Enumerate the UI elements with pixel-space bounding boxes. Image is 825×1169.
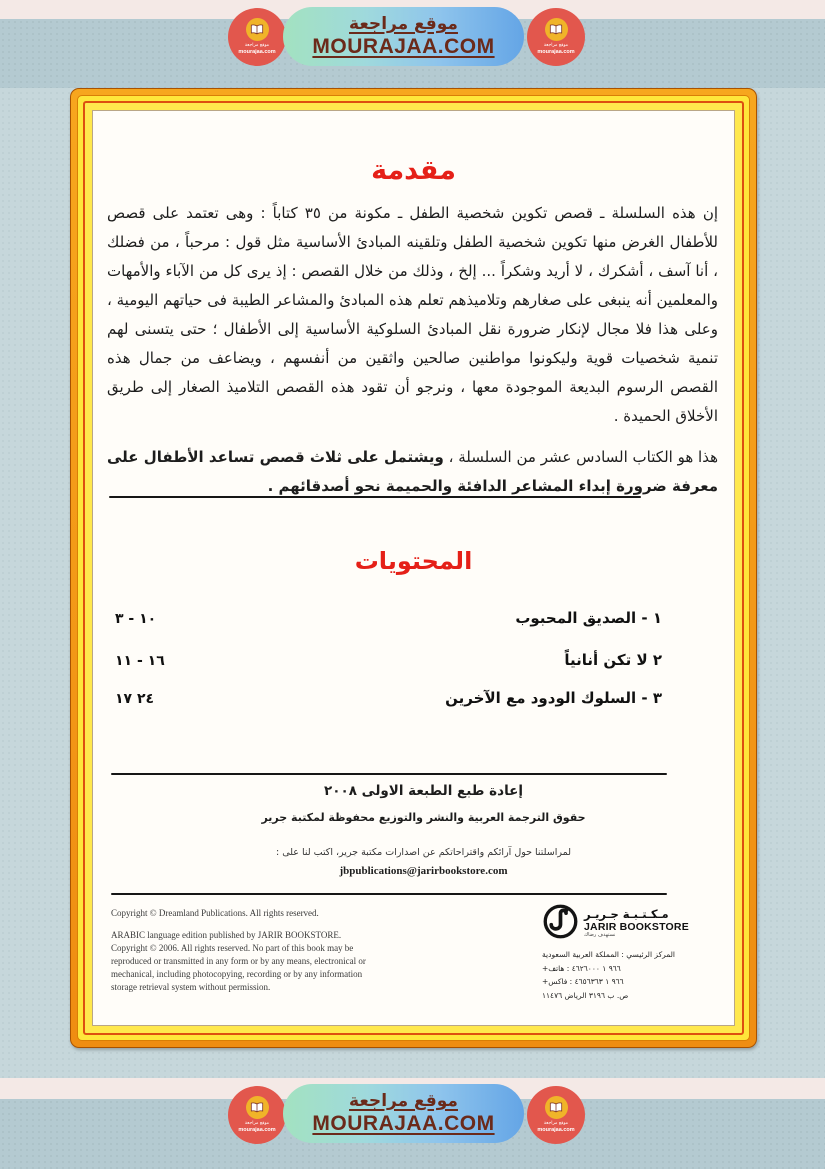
badge-label-ar: موقع مراجعة bbox=[244, 1121, 270, 1126]
jarir-contact-info bbox=[542, 948, 722, 1002]
site-badge-top-left bbox=[228, 8, 286, 66]
intro-paragraph-1: إن هذه السلسلة ـ قصص تكوين شخصية الطفل ـ مكونة من ٣٥ كتاباً : وهى تعتمد على قصص للأطفال الغرض منها تكوين شخصية الطفل وتلقينه المبادئ الأساسية مثل قول : مرحباً ، من فضلك ، أنا آسف ، أشكرك ، لا أريد وشكراً ... إلخ ، وذلك من خلال القصص : إذ يرى كل من الآباء والأمهات والمعلمين أنه ينبغى على صغارهم وتلاميذهم تعلم هذه المبادئ والمشاعر الطيبة فى حياتهم اليومية ، وعلى هذا فلا مجال لإنكار ضرورة نقل المبادئ السلوكية الأساسية إلى الأطفال ؛ حتى يتسنى لهم تنمية شخصيات قوية وليكونوا مواطنين صالحين واثقين من أنفسهم ، ويضاعف من جمال هذه القصص الرسوم البديعة الموجودة معها ، ونرجو أن تقود هذه القصص التلاميذ الصغار إلى طريق الأخلاق الحميدة . bbox=[107, 204, 718, 425]
book-icon bbox=[246, 1096, 269, 1119]
site-badge-top-right bbox=[527, 8, 585, 66]
site-domain-link: MOURAJAA.COM bbox=[312, 35, 495, 59]
badge-label-ar: موقع مراجعة bbox=[244, 43, 270, 48]
toc-row bbox=[115, 689, 662, 707]
badge-label-ar: موقع مراجعة bbox=[543, 43, 569, 48]
intro-paragraph-2: هذا هو الكتاب السادس عشر من السلسلة ، ويشتمل على ثلاث قصص تساعد الأطفال على معرفة ضرورة إبداء المشاعر الدافئة والحميمة نحو أصدقائهم . bbox=[107, 448, 718, 495]
badge-label-ar: موقع مراجعة bbox=[543, 1121, 569, 1126]
toc-row bbox=[115, 609, 662, 627]
toc-pages: ٢٤ ١٧ bbox=[115, 691, 155, 707]
book-icon bbox=[545, 1096, 568, 1119]
site-banner-header[interactable] bbox=[283, 7, 524, 66]
toc-row bbox=[115, 651, 662, 669]
copyright-line: Copyright © Dreamland Publications. All rights reserved. bbox=[111, 908, 319, 918]
badge-label-domain: mourajaa.com bbox=[238, 48, 276, 55]
copyright-block bbox=[111, 907, 373, 1003]
toc-pages: ١٦ - ١١ bbox=[115, 653, 165, 669]
jarir-logo-icon bbox=[542, 903, 579, 944]
frame-yellow-band bbox=[77, 95, 750, 1041]
contents-heading: المحتويات bbox=[354, 547, 473, 575]
site-badge-bottom-right bbox=[527, 1086, 585, 1144]
jarir-pobox: ص. ب ٣١٩٦ الرياض ١١٤٧٦ bbox=[542, 990, 629, 1000]
toc-title: ٢ لا تكن أنانياً bbox=[564, 651, 662, 669]
book-icon bbox=[545, 18, 568, 41]
jarir-fax: +٩٦٦ ١ ٤٦٥٦٣٦٣ : فاكس bbox=[542, 977, 624, 986]
publisher-email: jbpublications@jarirbookstore.com bbox=[339, 865, 508, 877]
site-domain-link: MOURAJAA.COM bbox=[312, 1112, 495, 1136]
contact-line: لمراسلتنا حول آرائكم واقتراحاتكم عن اصدارات مكتبة جرير، اكتب لنا على : bbox=[275, 847, 572, 858]
jarir-phone: +٩٦٦ ١ ٤٦٢٦٠٠٠ : هاتف bbox=[542, 963, 621, 973]
badge-label-domain: mourajaa.com bbox=[537, 48, 575, 55]
intro-heading: مقدمة bbox=[371, 155, 456, 186]
rights-line: حقوق الترجمة العربية والنشر والتوزيع محفوظة لمكتبة جرير bbox=[261, 811, 586, 824]
toc-title: ١ - الصديق المحبوب bbox=[515, 609, 662, 627]
badge-label-domain: mourajaa.com bbox=[537, 1126, 575, 1133]
toc-pages: ١٠ - ٣ bbox=[115, 611, 157, 627]
jarir-name-arabic: مـكـتـبـة جـريـر bbox=[584, 906, 669, 921]
book-icon bbox=[246, 18, 269, 41]
section-divider bbox=[111, 893, 667, 895]
jarir-head-office: المركز الرئيسي : المملكة العربية السعودية bbox=[542, 950, 675, 959]
reprint-line: إعادة طبع الطبعة الاولى ٢٠٠٨ bbox=[324, 783, 523, 799]
badge-label-domain: mourajaa.com bbox=[238, 1126, 276, 1133]
book-page bbox=[92, 110, 735, 1026]
frame-red-pinstripe bbox=[83, 101, 744, 1035]
toc-title: ٣ - السلوك الودود مع الآخرين bbox=[445, 689, 662, 707]
copyright-paragraph: ARABIC language edition published by JARIR BOOKSTORE. Copyright © 2006. All rights reserved. No part of this book may be reproduced or transmitted in any form or by any means, electronical or mechanical, including photocopying, recording or by any information storage retrieval system without permission. bbox=[111, 930, 366, 993]
site-name-arabic: موقع مراجعة bbox=[349, 13, 458, 34]
section-divider bbox=[109, 496, 641, 498]
section-divider bbox=[111, 773, 667, 775]
jarir-tagline: نستهدف رضاك bbox=[584, 932, 616, 939]
jarir-name-english: JARIR BOOKSTORE bbox=[584, 921, 689, 934]
gold-frame bbox=[70, 88, 757, 1048]
site-banner-footer[interactable] bbox=[283, 1084, 524, 1143]
jarir-bookstore-block bbox=[542, 903, 722, 1002]
site-name-arabic: موقع مراجعة bbox=[349, 1090, 458, 1111]
intro-text bbox=[107, 199, 718, 501]
site-badge-bottom-left bbox=[228, 1086, 286, 1144]
